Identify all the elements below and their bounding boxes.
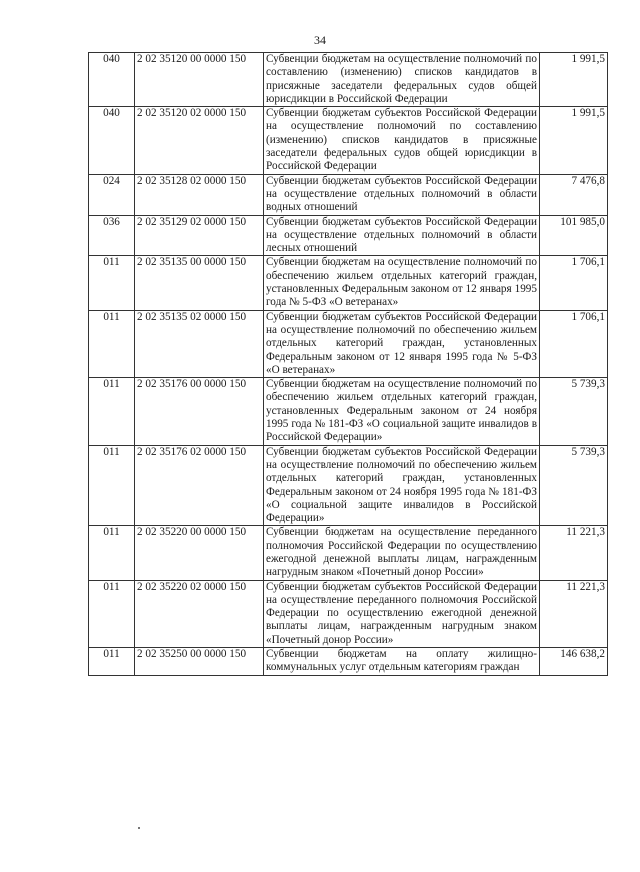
admin-code-cell: 011 [89, 580, 135, 647]
table-row [89, 310, 608, 377]
amount-cell: 1 706,1 [540, 310, 608, 377]
admin-code-cell: 011 [89, 526, 135, 580]
classification-code-cell: 2 02 35129 02 0000 150 [135, 215, 264, 256]
admin-code-cell: 024 [89, 174, 135, 215]
table-row [89, 107, 608, 174]
amount-cell: 11 221,3 [540, 580, 608, 647]
revenue-name-cell: Субвенции бюджетам субъектов Российской Федерации на осуществление переданного полномочия Российской Федерации по осуществлению ежегодной денежной выплаты лицам, награжденным нагрудным знаком «Почетный донор России» [264, 580, 540, 647]
admin-code-cell: 011 [89, 310, 135, 377]
admin-code-cell: 011 [89, 445, 135, 526]
table-row [89, 526, 608, 580]
table-row [89, 53, 608, 107]
admin-code-cell: 036 [89, 215, 135, 256]
classification-code-cell: 2 02 35135 00 0000 150 [135, 256, 264, 310]
classification-code-cell: 2 02 35120 02 0000 150 [135, 107, 264, 174]
revenue-name-cell: Субвенции бюджетам на оплату жилищно-коммунальных услуг отдельным категориям граждан [264, 648, 540, 676]
table-row [89, 256, 608, 310]
amount-cell: 11 221,3 [540, 526, 608, 580]
admin-code-cell: 040 [89, 107, 135, 174]
amount-cell: 1 706,1 [540, 256, 608, 310]
page-number: 34 [314, 33, 326, 47]
amount-cell: 5 739,3 [540, 445, 608, 526]
classification-code-cell: 2 02 35176 02 0000 150 [135, 445, 264, 526]
classification-code-cell: 2 02 35135 02 0000 150 [135, 310, 264, 377]
revenue-name-cell: Субвенции бюджетам на осуществление полномочий по обеспечению жильем отдельных категорий граждан, установленных Федеральным законом от 12 января 1995 года № 5-ФЗ «О ветеранах» [264, 256, 540, 310]
amount-cell: 146 638,2 [540, 648, 608, 676]
revenue-name-cell: Субвенции бюджетам субъектов Российской Федерации на осуществление полномочий по составлению (изменению) списков кандидатов в присяжные заседатели федеральных судов общей юрисдикции в Российской Федерации [264, 107, 540, 174]
revenue-name-cell: Субвенции бюджетам на осуществление полномочий по обеспечению жильем отдельных категорий граждан, установленных Федеральным законом от 24 ноября 1995 года № 181-ФЗ «О социальной защите инвалидов в Российской Федерации» [264, 378, 540, 445]
budget-revenue-table [88, 52, 608, 676]
table-body [89, 53, 608, 676]
classification-code-cell: 2 02 35250 00 0000 150 [135, 648, 264, 676]
admin-code-cell: 011 [89, 256, 135, 310]
table-row [89, 378, 608, 445]
classification-code-cell: 2 02 35128 02 0000 150 [135, 174, 264, 215]
table-row [89, 174, 608, 215]
table-row [89, 215, 608, 256]
classification-code-cell: 2 02 35120 00 0000 150 [135, 53, 264, 107]
table-row [89, 580, 608, 647]
scan-speck [138, 827, 140, 829]
revenue-name-cell: Субвенции бюджетам субъектов Российской Федерации на осуществление отдельных полномочий в области лесных отношений [264, 215, 540, 256]
revenue-name-cell: Субвенции бюджетам на осуществление полномочий по составлению (изменению) списков кандидатов в присяжные заседатели федеральных судов общей юрисдикции в Российской Федерации [264, 53, 540, 107]
amount-cell: 1 991,5 [540, 107, 608, 174]
classification-code-cell: 2 02 35220 02 0000 150 [135, 580, 264, 647]
revenue-name-cell: Субвенции бюджетам субъектов Российской Федерации на осуществление полномочий по обеспечению жильем отдельных категорий граждан, установленных Федеральным законом от 12 января 1995 года № 5-ФЗ «О ветеранах» [264, 310, 540, 377]
revenue-name-cell: Субвенции бюджетам субъектов Российской Федерации на осуществление полномочий по обеспечению жильем отдельных категорий граждан, установленных Федеральным законом от 24 ноября 1995 года № 181-ФЗ «О социальной защите инвалидов в Российской Федерации» [264, 445, 540, 526]
admin-code-cell: 040 [89, 53, 135, 107]
table-row [89, 445, 608, 526]
classification-code-cell: 2 02 35220 00 0000 150 [135, 526, 264, 580]
amount-cell: 1 991,5 [540, 53, 608, 107]
amount-cell: 5 739,3 [540, 378, 608, 445]
classification-code-cell: 2 02 35176 00 0000 150 [135, 378, 264, 445]
table-row [89, 648, 608, 676]
admin-code-cell: 011 [89, 648, 135, 676]
revenue-name-cell: Субвенции бюджетам субъектов Российской Федерации на осуществление отдельных полномочий в области водных отношений [264, 174, 540, 215]
revenue-name-cell: Субвенции бюджетам на осуществление переданного полномочия Российской Федерации по осуществлению ежегодной денежной выплаты лицам, награжденным нагрудным знаком «Почетный донор России» [264, 526, 540, 580]
amount-cell: 101 985,0 [540, 215, 608, 256]
admin-code-cell: 011 [89, 378, 135, 445]
amount-cell: 7 476,8 [540, 174, 608, 215]
